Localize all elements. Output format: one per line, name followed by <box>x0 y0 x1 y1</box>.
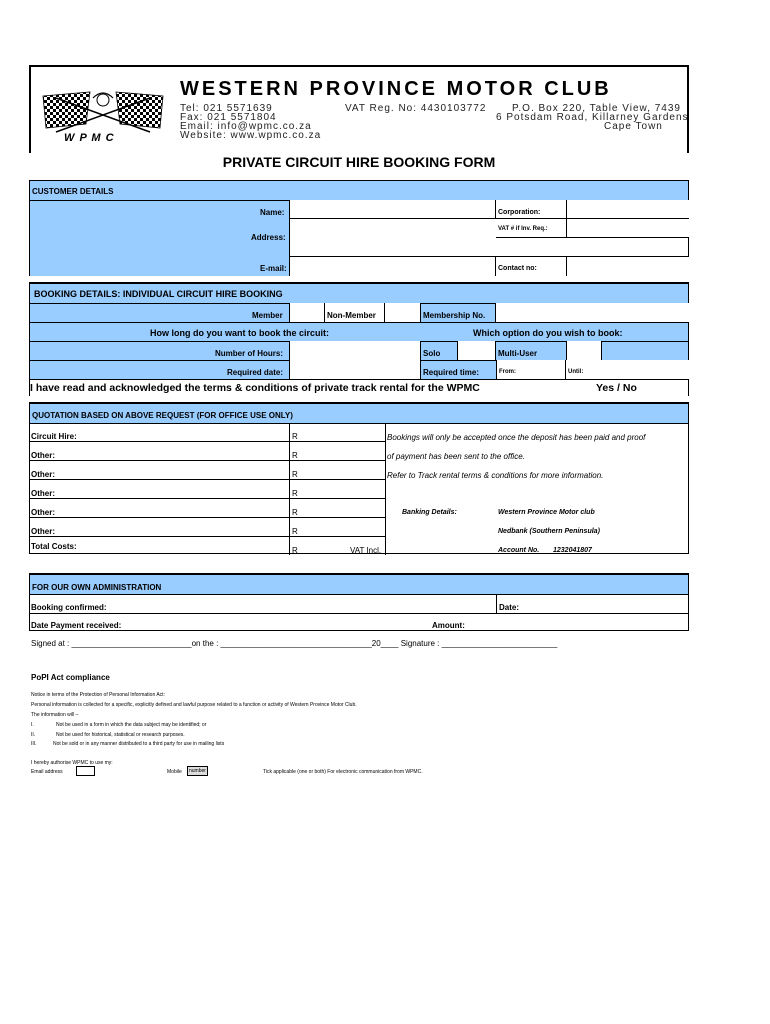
popi-heading: PoPI Act compliance <box>31 673 110 682</box>
quotation-section <box>29 402 689 554</box>
po-box: P.O. Box 220, Table View, 7439 <box>512 103 681 114</box>
name-label: Name: <box>260 208 285 217</box>
email-checkbox[interactable] <box>76 766 95 776</box>
email-option-label: Email address <box>31 769 63 775</box>
popi-notice: Notice in terms of the Protection of Personal Information Act: <box>31 692 165 698</box>
required-date-field[interactable] <box>289 360 421 379</box>
tick-instruction: Tick applicable (one or both) For electronic communication from WPMC. <box>263 769 423 775</box>
quote-row-amount[interactable]: R <box>289 518 386 537</box>
how-long-label: How long do you want to book the circuit: <box>150 328 329 338</box>
email-label: E-mail: <box>260 264 287 273</box>
multi-user-label: Multi-User <box>498 349 538 358</box>
bank-name: Western Province Motor club <box>498 509 595 516</box>
corporation-label: Corporation: <box>496 200 566 219</box>
popi-purpose: Personal information is collected for a specific, explicitly defined and lawful purpose related to a function or activity of Western Province Motor Club. <box>31 702 357 708</box>
contact-tel: Tel: 021 5571639 <box>180 103 273 114</box>
member-label: Member <box>252 311 283 320</box>
from-field[interactable]: From: <box>496 360 566 379</box>
popi-item-text: Not be used in a form in which the data subject may be identified; or <box>56 722 207 728</box>
popi-item-text: Not be sold or in any manner distributed to a third party for use in mailing lists <box>53 741 225 747</box>
street-address: 6 Potsdam Road, Killarney Gardens <box>496 112 689 123</box>
quote-row-label: Other: <box>30 461 289 480</box>
name-field[interactable] <box>289 200 496 219</box>
quote-row-amount[interactable]: R <box>289 480 386 499</box>
membership-no-field[interactable] <box>496 303 689 322</box>
booking-confirmed-label: Booking confirmed: <box>31 603 107 612</box>
member-field[interactable] <box>289 303 325 322</box>
quote-row-label: Circuit Hire: <box>30 423 289 442</box>
membership-no-label: Membership No. <box>421 303 496 322</box>
contact-fax: Fax: 021 5571804 <box>180 112 277 123</box>
acknowledge-text: I have read and acknowledged the terms & conditions of private track rental for the WPMC <box>30 382 480 394</box>
quote-row-label: Other: <box>30 442 289 461</box>
vat-reg: VAT Reg. No: 4430103772 <box>345 103 487 114</box>
solo-label: Solo <box>423 349 441 358</box>
date-label[interactable]: Date: <box>496 594 690 613</box>
org-name: WESTERN PROVINCE MOTOR CLUB <box>180 78 612 100</box>
vat-incl-label: VAT Incl. <box>350 546 382 555</box>
corporation-field[interactable] <box>566 200 689 219</box>
customer-details-section <box>29 180 689 276</box>
booking-details-section <box>29 282 689 396</box>
popi-item-num: I. <box>31 722 34 728</box>
non-member-field[interactable] <box>385 303 421 322</box>
total-amount[interactable]: R <box>289 537 386 555</box>
booking-heading: BOOKING DETAILS: INDIVIDUAL CIRCUIT HIRE BOOKING <box>34 289 283 299</box>
hours-label: Number of Hours: <box>215 349 283 358</box>
quote-row-amount[interactable]: R <box>289 499 386 518</box>
popi-item-num: II. <box>31 732 36 738</box>
required-time-label: Required time: <box>423 368 480 377</box>
terms-note: Refer to Track rental terms & conditions for more information. <box>387 471 604 480</box>
city: Cape Town <box>604 121 663 132</box>
account-number: 1232041807 <box>553 547 592 554</box>
amount-label: Amount: <box>432 621 465 630</box>
signature-line[interactable]: Signed at : ___________________________on the : __________________________________20____ Signature : __________________________ <box>31 639 558 648</box>
popi-item-text: Not be used for historical, statistical or research purposes. <box>56 732 185 738</box>
address-label: Address: <box>251 233 286 242</box>
contact-email: Email: info@wpmc.co.za <box>180 121 312 132</box>
quote-row-amount[interactable]: R <box>289 461 386 480</box>
quote-row-label: Other: <box>30 518 289 537</box>
yes-no-option[interactable]: Yes / No <box>596 382 637 394</box>
deposit-note: Bookings will only be accepted once the deposit has been paid and proof <box>387 433 646 442</box>
until-field[interactable]: Until: <box>566 360 689 379</box>
form-title: PRIVATE CIRCUIT HIRE BOOKING FORM <box>222 154 496 170</box>
mobile-option-label: Mobile <box>167 769 182 775</box>
total-label: Total Costs: <box>31 542 77 551</box>
payment-received-label: Date Payment received: <box>31 621 122 630</box>
non-member-label: Non-Member <box>325 303 385 322</box>
quote-row-amount[interactable]: R <box>289 423 386 442</box>
mobile-checkbox[interactable]: number <box>189 768 206 774</box>
banking-label: Banking Details: <box>402 509 457 516</box>
payment-note: of payment has been sent to the office. <box>387 452 525 461</box>
hours-field[interactable] <box>289 341 421 360</box>
solo-field[interactable] <box>457 341 496 360</box>
authorise-text: I hereby authorise WPMC to use my: <box>31 760 113 766</box>
quote-row-label: Other: <box>30 499 289 518</box>
contact-field[interactable] <box>566 257 689 276</box>
email-field[interactable] <box>289 257 496 276</box>
required-date-label: Required date: <box>227 368 284 377</box>
vat-label: VAT # if Inv. Req.: <box>496 219 566 238</box>
quote-row-label: Other: <box>30 480 289 499</box>
multi-user-field[interactable] <box>566 341 602 360</box>
bank-branch: Nedbank (Southern Peninsula) <box>498 528 600 535</box>
which-option-label: Which option do you wish to book: <box>473 328 623 338</box>
admin-section <box>29 573 689 631</box>
vat-field[interactable] <box>566 219 689 238</box>
contact-website: Website: www.wpmc.co.za <box>180 130 322 141</box>
admin-heading: FOR OUR OWN ADMINISTRATION <box>32 583 162 592</box>
popi-intro: The information will – <box>31 712 79 718</box>
quote-row-amount[interactable]: R <box>289 442 386 461</box>
account-label: Account No. <box>498 547 540 554</box>
contact-label: Contact no: <box>496 257 566 276</box>
popi-item-num: III. <box>31 741 37 747</box>
quotation-heading: QUOTATION BASED ON ABOVE REQUEST (FOR OFFICE USE ONLY) <box>32 411 293 420</box>
logo-text: W P M C <box>64 132 115 144</box>
customer-heading: CUSTOMER DETAILS <box>32 187 114 196</box>
